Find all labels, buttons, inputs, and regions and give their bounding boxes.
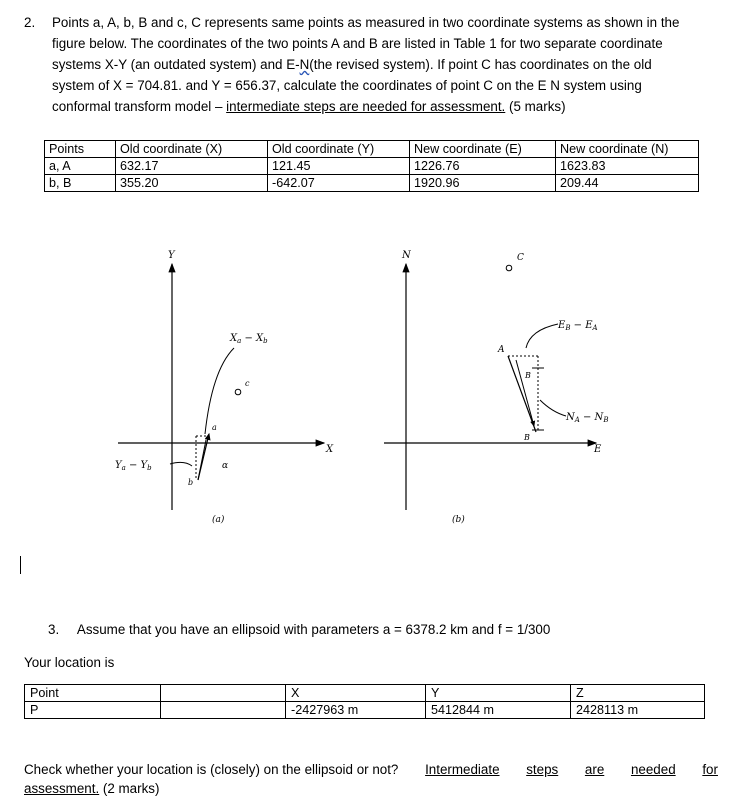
table-header-cell: New coordinate (E) [410, 141, 556, 158]
caption-b: (b) [452, 515, 465, 525]
check-line-2 [24, 779, 718, 798]
q2-line-1: Points a, A, b, B and c, C represents same points as measured in two coordinate systems as shown in the [52, 15, 680, 30]
AB-line [508, 356, 536, 432]
table-header-cell: Old coordinate (Y) [268, 141, 410, 158]
table-cell: 5412844 m [426, 702, 571, 719]
table-header-cell: Old coordinate (X) [116, 141, 268, 158]
table-header-row [45, 141, 699, 158]
dn-leader-curve [540, 400, 566, 416]
dx-leader-curve [205, 348, 234, 434]
ab-line-2 [198, 440, 206, 480]
question-3-number: 3. [48, 622, 60, 637]
table-cell: 355.20 [116, 175, 268, 192]
table-header-cell: New coordinate (N) [556, 141, 699, 158]
check-word: are [584, 762, 605, 777]
point-C-marker [506, 265, 512, 271]
check-instruction [24, 760, 718, 798]
alpha-label: α [222, 461, 229, 471]
spellcheck-word: N [299, 57, 310, 72]
point-A-label: A [498, 345, 505, 355]
point-c-label: c [245, 379, 250, 388]
table-2 [24, 684, 705, 719]
check-word: for [702, 762, 718, 777]
x-axis-label: X [326, 444, 334, 455]
table-cell: 121.45 [268, 158, 410, 175]
table-cell: b, B [45, 175, 116, 192]
dy-label: $Y_a - Y_b$ [115, 460, 152, 472]
table-row [45, 158, 699, 175]
caption-a: (a) [212, 515, 225, 525]
question-3-text: Assume that you have an ellipsoid with parameters a = 6378.2 km and f = 1/300 [76, 622, 551, 637]
table-cell: 1226.76 [410, 158, 556, 175]
point-B-inner-label: B [525, 371, 531, 380]
q2-line-3: systems X-Y (an outdated system) and E-N(the revised system). If point C has coordinates on the old [52, 57, 652, 72]
q2-line-2: figure below. The coordinates of the two points A and B are listed in Table 1 for two separate coordinate [52, 36, 663, 51]
table-cell: 1623.83 [556, 158, 699, 175]
table-cell: 209.44 [556, 175, 699, 192]
text-cursor [20, 556, 21, 574]
check-word: Intermediate [425, 762, 500, 777]
table-cell: -642.07 [268, 175, 410, 192]
point-a-label: a [212, 423, 217, 432]
table-header-cell: Point [25, 685, 161, 702]
dx-label: $X_a - X_b$ [230, 333, 268, 345]
table-header-cell: Y [426, 685, 571, 702]
point-c-marker [235, 389, 241, 395]
table-cell: -2427963 m [286, 702, 426, 719]
q2-line-4: system of X = 704.81. and Y = 656.37, calculate the coordinates of point C on the E N system using [52, 78, 642, 93]
table-cell [161, 702, 286, 719]
question-2-number: 2. [24, 15, 36, 30]
check-marks: (2 marks) [99, 781, 160, 796]
table-1 [44, 140, 699, 192]
question-2 [24, 12, 722, 117]
table-header-row [25, 685, 705, 702]
AB-inner-line [516, 360, 534, 426]
de-label: $E_B - E_A$ [558, 320, 598, 332]
question-3 [48, 622, 550, 637]
location-label: Your location is [24, 655, 115, 670]
check-text: Check whether your location is (closely) on the ellipsoid or not? [24, 762, 399, 777]
table-cell: 2428113 m [571, 702, 705, 719]
table-header-cell: Points [45, 141, 116, 158]
table-row [45, 175, 699, 192]
table-header-cell [161, 685, 286, 702]
table-cell: 632.17 [116, 158, 268, 175]
table-cell: a, A [45, 158, 116, 175]
de-leader-curve [526, 324, 558, 348]
table-cell: P [25, 702, 161, 719]
point-b-label: b [188, 478, 194, 487]
check-word: steps [526, 762, 559, 777]
assessment-note: intermediate steps are needed for assessment. [226, 99, 506, 114]
y-axis-label: Y [168, 250, 175, 261]
q2-line-5: conformal transform model – intermediate steps are needed for assessment. (5 marks) [52, 99, 566, 114]
question-2-body [52, 12, 722, 117]
figure-a [115, 250, 334, 525]
dy-leader-curve [170, 462, 192, 466]
check-line-1 [24, 760, 718, 779]
check-assessment: assessment. [24, 781, 100, 796]
table-cell: 1920.96 [410, 175, 556, 192]
point-B-label: B [524, 433, 530, 442]
table-row [25, 702, 705, 719]
n-axis-label: N [402, 250, 411, 261]
table-header-cell: X [286, 685, 426, 702]
e-axis-label: E [594, 444, 602, 455]
figure-b [384, 250, 608, 525]
table-header-cell: Z [571, 685, 705, 702]
coordinate-figure [88, 240, 648, 540]
point-C-label: C [517, 253, 524, 263]
check-word: needed [630, 762, 676, 777]
dn-label: $N_A - N_B$ [566, 412, 609, 424]
